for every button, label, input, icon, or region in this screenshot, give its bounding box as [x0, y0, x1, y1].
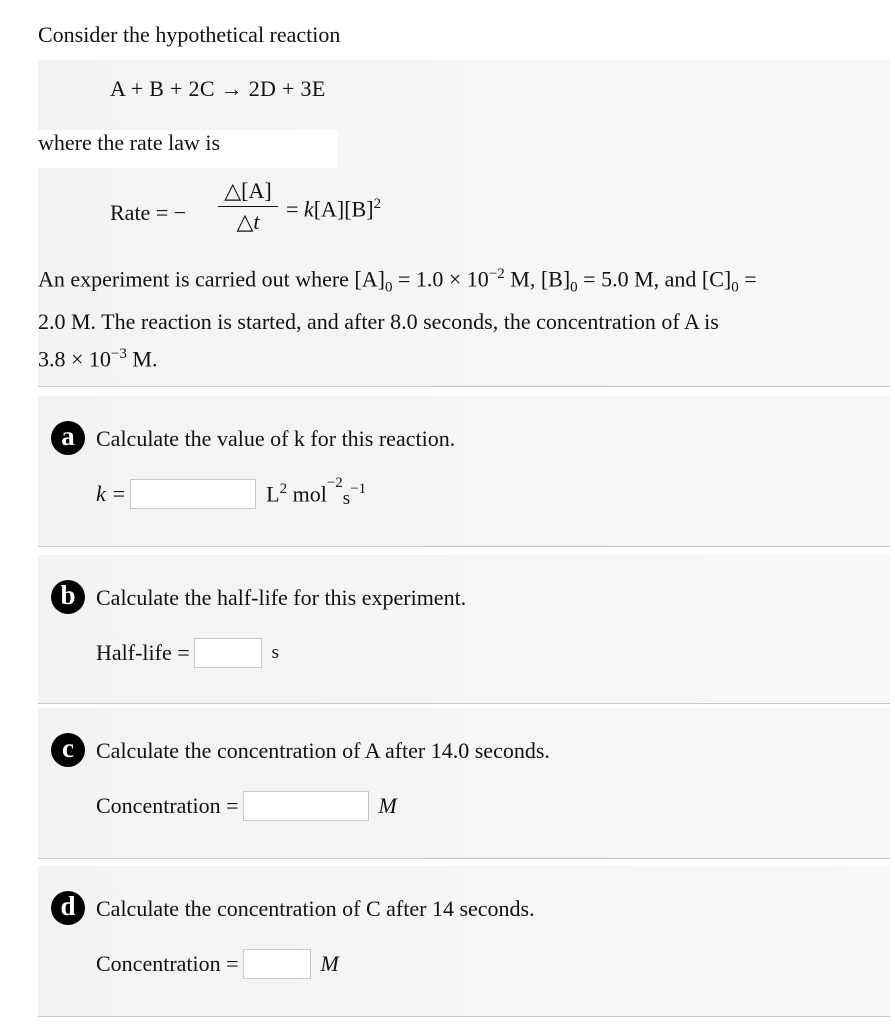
- exp-exp-2: −3: [110, 345, 127, 362]
- problem-setup-panel: [38, 60, 890, 387]
- exp-text-5: =: [738, 266, 757, 292]
- part-c-question: Calculate the concentration of A after 14.0 seconds.: [96, 738, 550, 763]
- rate-label: Rate = −: [110, 200, 187, 225]
- part-b-label: Half-life =: [96, 640, 190, 665]
- part-d-panel: [38, 866, 890, 1017]
- exp-text-4: = 5.0 M, and [C]: [577, 266, 732, 292]
- exp-sub-1: 0: [384, 279, 393, 296]
- part-a-question: Calculate the value of k for this reaction.: [96, 426, 456, 451]
- rate-numerator: △[A]: [218, 178, 278, 207]
- part-d-input[interactable]: [243, 949, 311, 979]
- experiment-description: [38, 258, 890, 375]
- exp-text-8: M.: [126, 346, 158, 372]
- part-b-input[interactable]: [194, 638, 262, 668]
- part-c-input[interactable]: [243, 791, 369, 821]
- part-a-label: k =: [96, 481, 127, 506]
- reaction-equation: A + B + 2C → 2D + 3E: [110, 76, 326, 101]
- rate-law-intro: where the rate law is: [0, 130, 338, 168]
- exp-text-2: = 1.0 × 10: [392, 266, 489, 292]
- part-b-unit: s: [271, 642, 280, 663]
- unit-mol-exp: −2: [326, 474, 343, 491]
- unit-liters-exp: 2: [279, 480, 288, 497]
- part-b-panel: [38, 555, 890, 704]
- rate-law-equation: [110, 178, 430, 248]
- intro-text: Consider the hypothetical reaction: [38, 22, 341, 47]
- part-a-badge: a: [51, 421, 85, 455]
- exp-text-3: M, [B]: [504, 266, 571, 292]
- part-d-question: Calculate the concentration of C after 14 seconds.: [96, 896, 535, 921]
- rate-fraction: [218, 178, 278, 235]
- rhs-equals: =: [286, 196, 304, 222]
- exp-sub-2: 0: [570, 279, 578, 296]
- rate-constant-k: k: [303, 196, 314, 222]
- exp-text-7: 3.8 × 10: [38, 346, 111, 372]
- part-b-answer-row: [96, 638, 279, 668]
- part-a-unit: [266, 474, 367, 510]
- part-d-unit: M: [320, 951, 339, 976]
- rate-rhs: [286, 196, 381, 222]
- part-c-label: Concentration =: [96, 793, 239, 818]
- part-a-answer-row: [96, 474, 367, 510]
- part-d-answer-row: [96, 949, 339, 979]
- part-d-label: Concentration =: [96, 951, 239, 976]
- part-c-panel: [38, 708, 890, 859]
- exp-text-6: 2.0 M. The reaction is started, and after 8.0 seconds, the concentration of A is: [38, 308, 719, 334]
- exp-text-1: An experiment is carried out where [A]: [38, 266, 385, 292]
- part-b-badge: b: [51, 580, 85, 614]
- rhs-concentrations: [A][B]: [313, 196, 374, 222]
- unit-seconds-exp: −1: [350, 480, 367, 497]
- part-c-unit: M: [378, 793, 397, 818]
- exp-exp-1: −2: [488, 266, 505, 282]
- part-b-question: Calculate the half-life for this experiment.: [96, 585, 467, 610]
- rate-denominator: △t: [236, 209, 260, 234]
- part-a-input[interactable]: [130, 479, 256, 509]
- part-c-answer-row: [96, 791, 397, 821]
- part-a-panel: [38, 396, 890, 547]
- exp-sub-3: 0: [731, 279, 739, 296]
- part-d-badge: d: [51, 891, 85, 925]
- unit-liters: L: [266, 481, 280, 507]
- unit-seconds: s: [342, 488, 351, 510]
- unit-mol: mol: [287, 481, 327, 507]
- part-c-badge: c: [51, 733, 85, 767]
- rhs-exponent: 2: [373, 196, 382, 212]
